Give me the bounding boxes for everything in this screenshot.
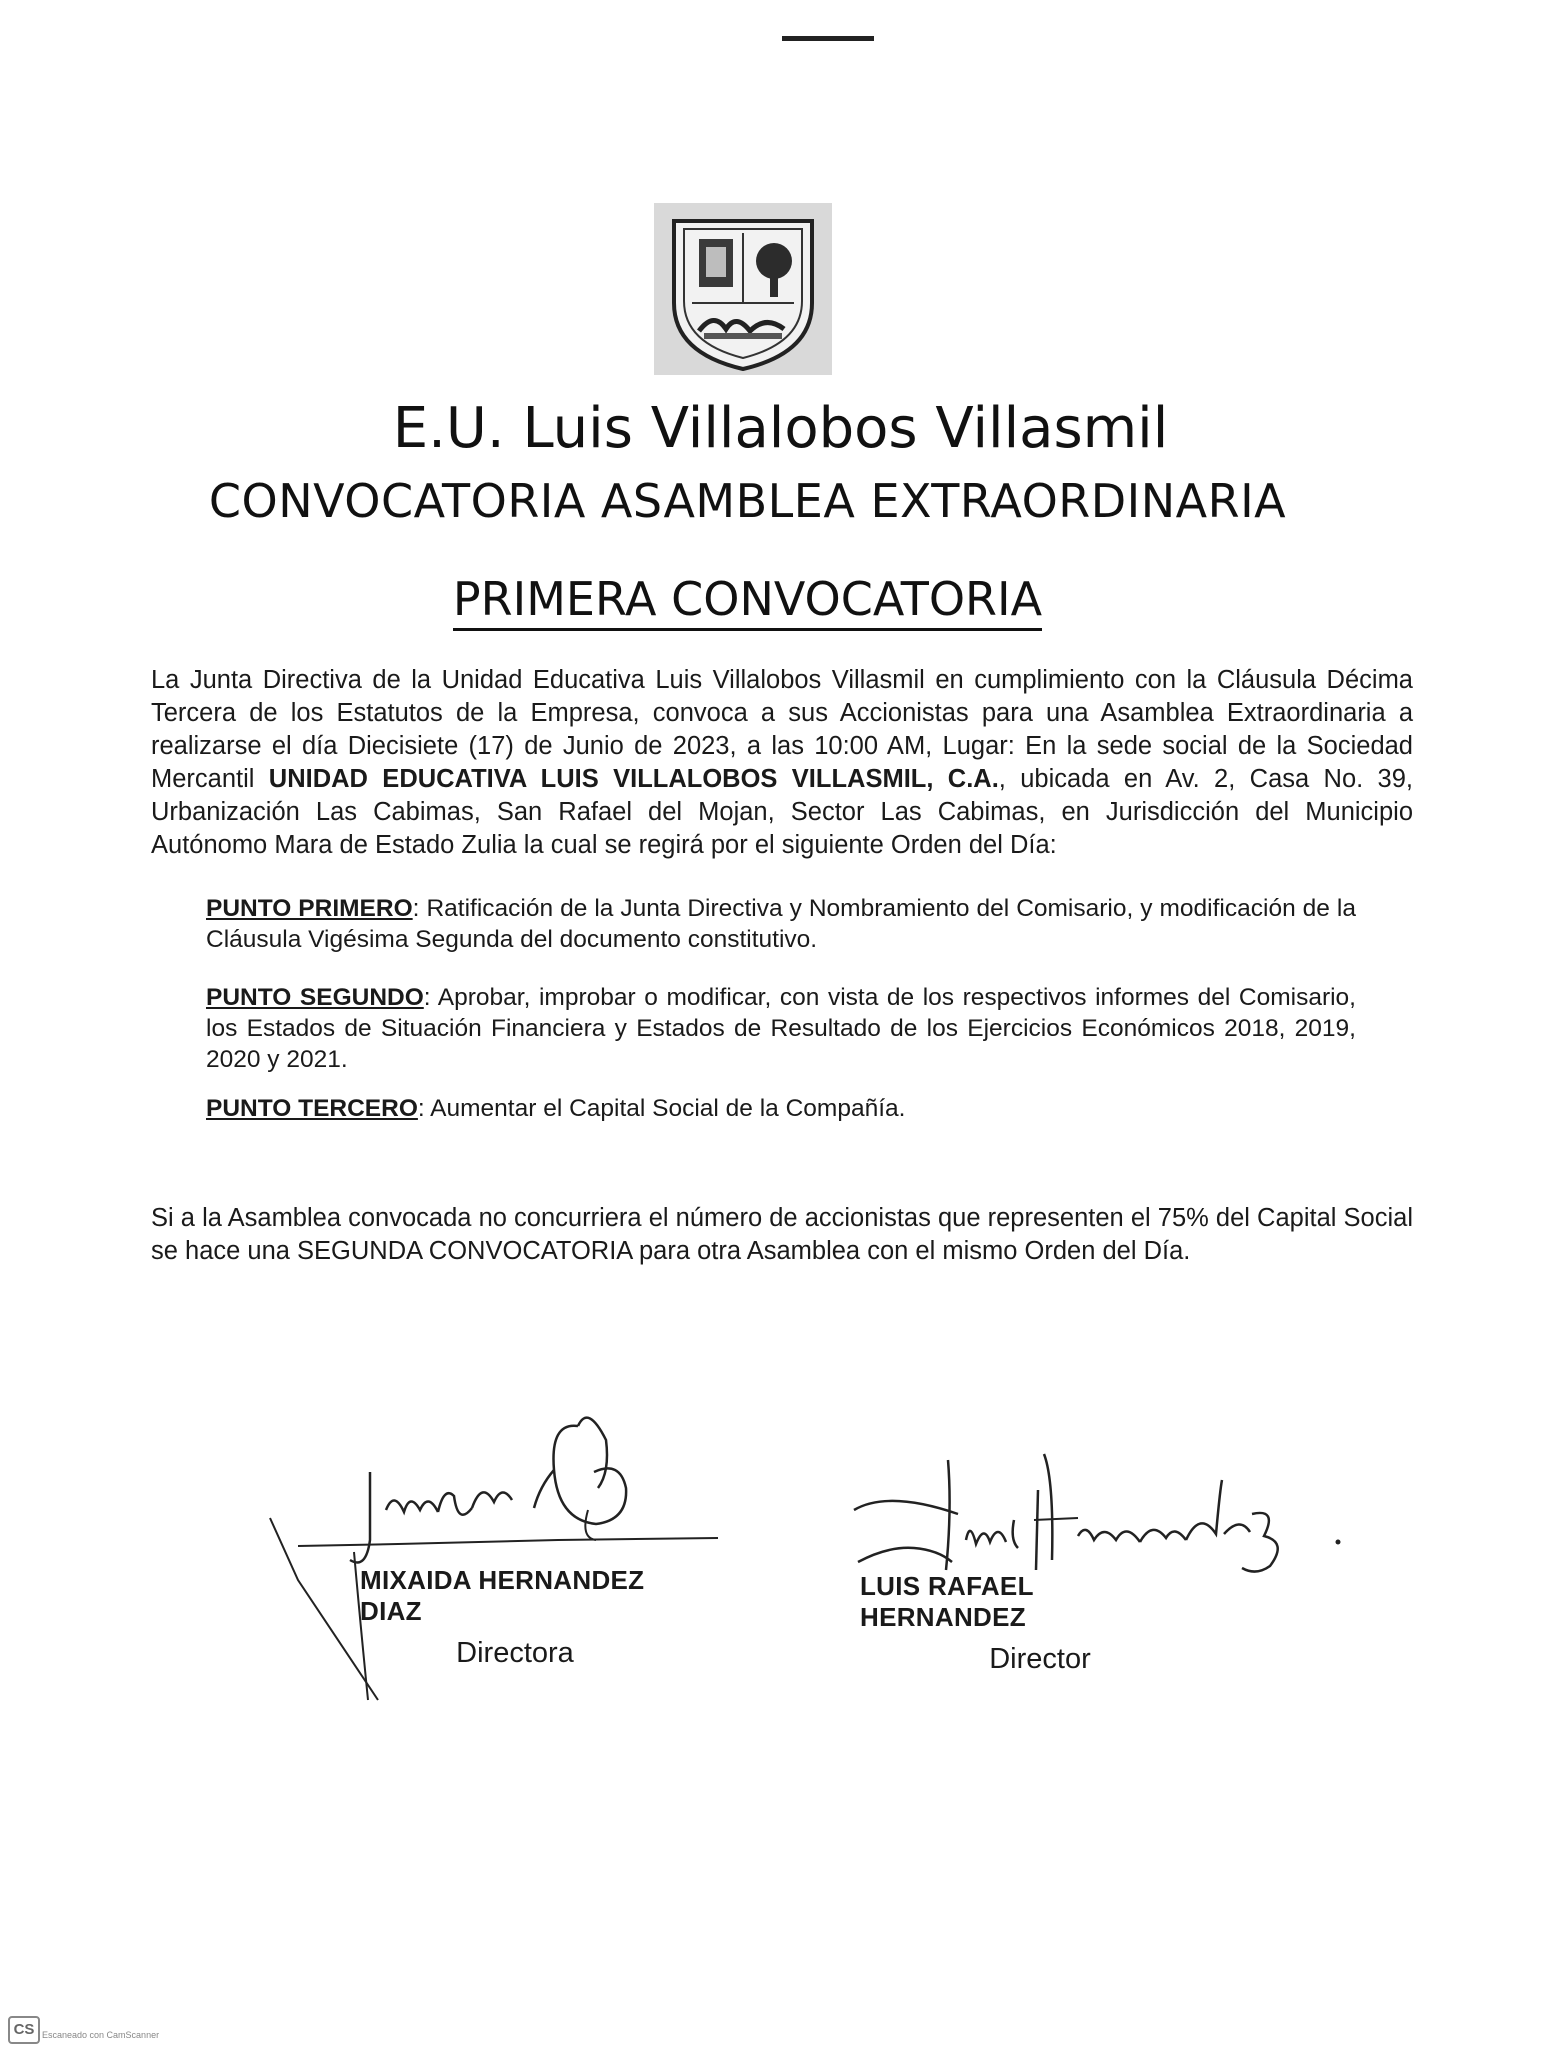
page-title: E.U. Luis Villalobos Villasmil — [392, 396, 1169, 461]
top-scan-mark — [782, 36, 874, 41]
page-subtitle: CONVOCATORIA ASAMBLEA EXTRAORDINARIA — [208, 474, 1287, 528]
camscanner-logo-text: CS — [13, 2021, 35, 2038]
camscanner-logo — [8, 2016, 40, 2044]
agenda-point-text: : Aprobar, improbar o modificar, con vista de los respectivos informes del Comisario, los Estados de Situación Financiera y Estados de Resultado de los Ejercicios Económicos 2018, 2019, 2020 y 2021. — [206, 984, 1356, 1073]
intro-paragraph — [151, 664, 1413, 862]
signer-role: Director — [989, 1643, 1091, 1675]
signer-role: Directora — [456, 1637, 574, 1669]
signature-right-drawing — [848, 1450, 1408, 1590]
signer-name: MIXAIDA HERNANDEZ DIAZ — [360, 1565, 645, 1626]
intro-text-start: La Junta Directiva de la Unidad Educativa Luis Villalobos Villasmil en cumplimiento con la Cláusula Décima Tercera de los Estatutos de la Empresa, convoca a sus Accionistas para una Asamblea Extraordinaria a realizarse el día Diecisiete (17) de Junio de 2023, a las 10:00 AM, Lugar: En la sede social de la Sociedad Mercantil — [151, 666, 1413, 793]
signer-name: LUIS RAFAEL HERNANDEZ — [860, 1571, 1034, 1632]
agenda-point-1 — [206, 893, 1356, 955]
agenda-point-3 — [206, 1093, 1356, 1124]
closing-paragraph: Si a la Asamblea convocada no concurriera el número de accionistas que representen el 75% del Capital Social se hace una SEGUNDA CONVOCATORIA para otra Asamblea con el mismo Orden del Día. — [151, 1204, 1413, 1265]
agenda-point-text: : Aumentar el Capital Social de la Compañía. — [417, 1095, 906, 1122]
agenda-point-text: : Ratificación de la Junta Directiva y Nombramiento del Comisario, y modificación de la Cláusula Vigésima Segunda del documento constitutivo. — [206, 895, 1356, 953]
intro-text-end: , ubicada en Av. 2, Casa No. 39, Urbanización Las Cabimas, San Rafael del Mojan, Sector Las Cabimas, en Jurisdicción del Municipio Autónomo Mara de Estado Zulia la cual se regirá por el siguiente Orden del Día: — [151, 765, 1414, 859]
signature-block-right — [860, 1571, 1200, 1676]
school-emblem-logo — [654, 203, 832, 375]
section-title — [0, 572, 1495, 626]
emblem-shield-icon — [654, 203, 832, 375]
agenda-point-label: PUNTO PRIMERO — [206, 895, 413, 922]
agenda-point-label: PUNTO SEGUNDO — [206, 984, 424, 1011]
agenda-point-label: PUNTO TERCERO — [206, 1095, 418, 1122]
signature-block-left — [360, 1565, 700, 1670]
camscanner-watermark: Escaneado con CamScanner — [42, 2030, 160, 2040]
section-title-text: PRIMERA CONVOCATORIA — [453, 572, 1042, 631]
company-name: UNIDAD EDUCATIVA LUIS VILLALOBOS VILLASMIL, C.A. — [268, 765, 999, 793]
agenda-point-2 — [206, 982, 1356, 1075]
